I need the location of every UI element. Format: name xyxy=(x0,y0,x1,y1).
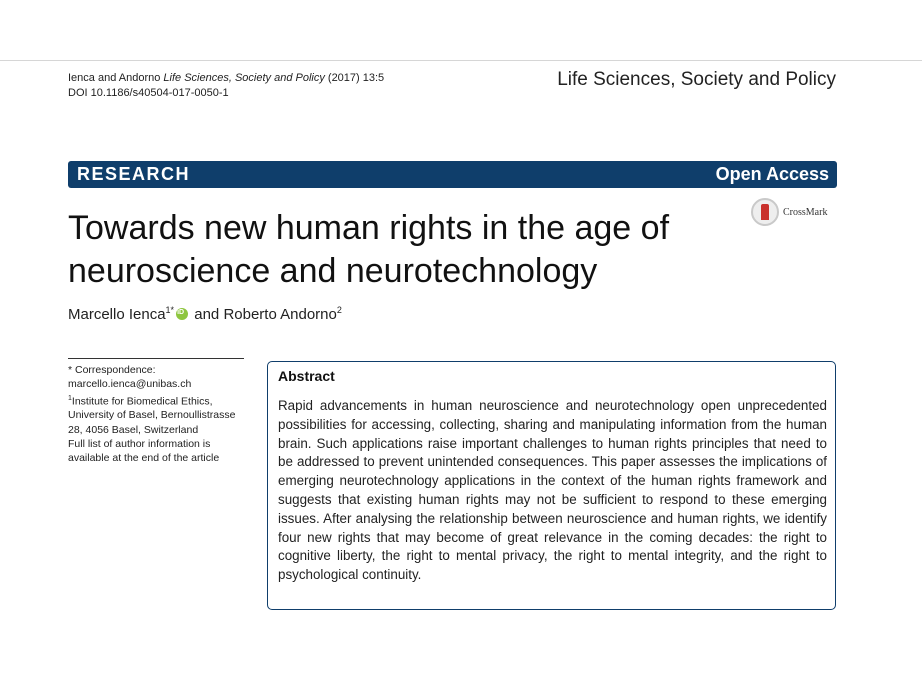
doi: DOI 10.1186/s40504-017-0050-1 xyxy=(68,87,229,99)
citation-block xyxy=(68,71,384,101)
crossmark-label: CrossMark xyxy=(783,206,828,218)
abstract-heading: Abstract xyxy=(278,368,335,384)
affiliation xyxy=(68,392,248,437)
correspondence-heading: * Correspondence: xyxy=(68,364,156,376)
citation-authors: Ienca and Andorno xyxy=(68,72,161,84)
correspondence-email[interactable]: marcello.ienca@unibas.ch xyxy=(68,378,192,391)
citation-year-volume: (2017) 13:5 xyxy=(327,72,385,84)
top-divider xyxy=(0,60,922,61)
abstract-box xyxy=(267,361,836,610)
citation-journal: Life Sciences, Society and Policy xyxy=(163,72,325,84)
author-line xyxy=(68,305,342,323)
citation-line xyxy=(68,71,384,86)
affiliation-text: Institute for Biomedical Ethics, University of Basel, Bernoullistrasse 28, 4056 Basel, Switzerland xyxy=(68,395,236,436)
open-access-label: Open Access xyxy=(715,164,829,184)
journal-name: Life Sciences, Society and Policy xyxy=(557,69,836,90)
section-banner xyxy=(68,161,837,188)
crossmark-button[interactable] xyxy=(751,198,827,226)
orcid-icon[interactable] xyxy=(176,308,188,320)
crossmark-icon xyxy=(751,198,779,226)
author-name: Roberto Andorno xyxy=(223,306,337,323)
author-affiliation-marker: 1* xyxy=(165,305,175,315)
section-label: RESEARCH xyxy=(77,164,191,184)
author-info-note: Full list of author information is available at the end of the article xyxy=(68,437,220,465)
author-separator: and xyxy=(190,306,224,323)
affiliation-marker: 1 xyxy=(68,394,72,402)
author-name: Marcello Ienca xyxy=(68,306,166,323)
correspondence-block xyxy=(68,363,248,466)
abstract-text: Rapid advancements in human neuroscience and neurotechnology open unprecedented possibilities for accessing, collecting, sharing and manipulating information from the human brain. Such applications raise important challenges to human rights principles that need to be addressed to prevent unintended consequences. This paper assesses the implications of emerging neurotechnology applications in the context of the human rights framework and suggests that existing human rights may not be sufficient to respond to these emerging issues. After analysing the relationship between neuroscience and human rights, we identify four new rights that may become of great relevance in the coming decades: the right to cognitive liberty, the right to mental privacy, the right to mental integrity, and the right to psychological continuity. xyxy=(278,398,827,583)
author-affiliation-marker: 2 xyxy=(336,305,342,315)
article-title: Towards new human rights in the age of neuroscience and neurotechnology xyxy=(68,209,670,290)
correspondence-divider xyxy=(68,358,244,359)
